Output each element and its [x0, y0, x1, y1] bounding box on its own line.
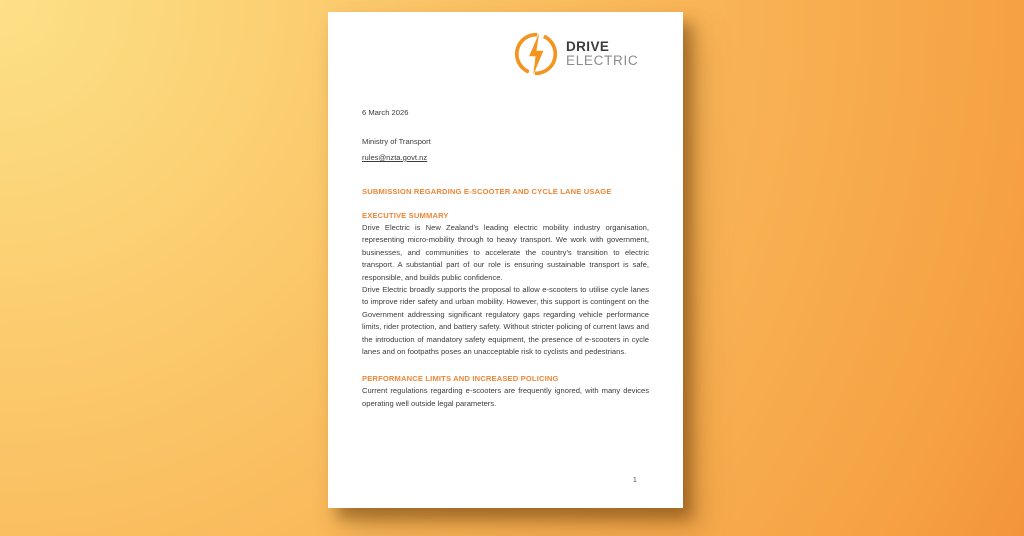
page-number: 1 [632, 475, 637, 484]
recipient-email-line [362, 152, 649, 164]
letter-date: 6 March 2026 [362, 108, 409, 117]
document-page [328, 12, 683, 508]
paragraph-current-regulations: Current regulations regarding e-scooters are frequently ignored, with many devices operating well outside legal parameters. [362, 386, 649, 408]
recipient-email-link[interactable]: rules@nzta.govt.nz [362, 153, 428, 162]
brand-wordmark [566, 40, 638, 69]
section-heading-executive-summary: EXECUTIVE SUMMARY [362, 211, 449, 220]
lightning-bolt-circle-icon [513, 31, 559, 77]
brand-name-line1: DRIVE [566, 38, 610, 54]
recipient-name: Ministry of Transport [362, 137, 431, 146]
letter-body [362, 107, 649, 410]
section-heading-performance-limits: PERFORMANCE LIMITS AND INCREASED POLICING [362, 374, 559, 384]
drive-electric-logo [513, 31, 638, 77]
paragraph-intro: Drive Electric is New Zealand's leading electric mobility industry organisation, representing micro-mobility through to heavy transport. We work with government, businesses, and communities to accelerate the country's transition to electric transport. A substantial part of our role is ensuring sustainable transport is safe, responsible, and builds public confidence. [362, 223, 649, 282]
submission-title-heading: SUBMISSION REGARDING E-SCOOTER AND CYCLE LANE USAGE [362, 187, 612, 196]
brand-name-line2: ELECTRIC [566, 53, 639, 68]
paragraph-support-position: Drive Electric broadly supports the proposal to allow e-scooters to utilise cycle lanes to improve rider safety and urban mobility. However, this support is contingent on the Government addressing significant regulatory gaps regarding vehicle performance limits, rider protection, and battery safety. Without stricter policing of current laws and the introduction of mandatory safety equipment, the presence of e-scooters in cycle lanes and on footpaths poses an unacceptable risk to cyclists and pedestrians. [362, 285, 649, 357]
